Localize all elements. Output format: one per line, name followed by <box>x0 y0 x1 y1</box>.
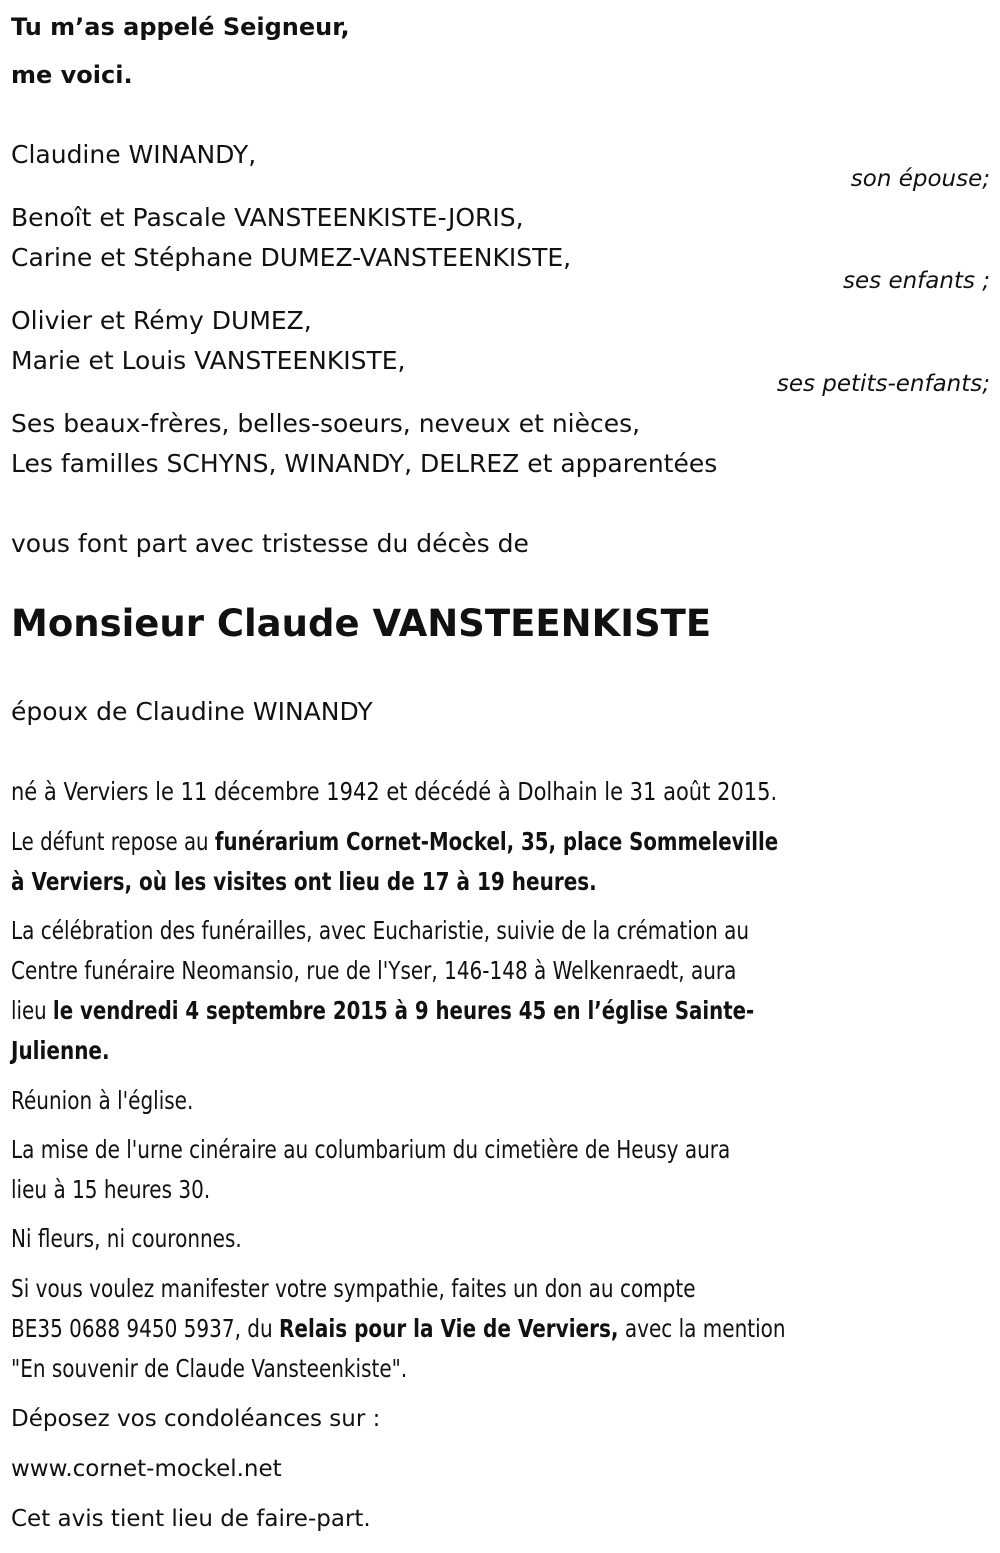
ceremony-line-2: Centre funéraire Neomansio, rue de l'Yser, 146-148 à Welkenraedt, aura <box>11 956 737 985</box>
meeting-info: Réunion à l'église. <box>11 1086 194 1115</box>
funeral-home: funérarium Cornet-Mockel, 35, place Sommeleville <box>214 827 779 856</box>
charity-name: Relais pour la Vie de Verviers, <box>279 1314 619 1343</box>
deceased-name: Monsieur Claude VANSTEENKISTE <box>11 602 712 645</box>
rest-prefix: Le défunt repose au <box>11 827 215 856</box>
condolences-label: Déposez vos condoléances sur : <box>11 1406 381 1432</box>
rest-location-line-2: à Verviers, où les visites ont lieu de 17 à 19 heures. <box>11 867 597 896</box>
ceremony-line-1: La célébration des funérailles, avec Eucharistie, suivie de la crémation au <box>11 916 750 945</box>
closing-note: Cet avis tient lieu de faire-part. <box>11 1506 371 1532</box>
rest-location-line-1 <box>11 827 778 857</box>
urn-line-2: lieu à 15 heures 30. <box>11 1175 211 1204</box>
grandchild-name: Olivier et Rémy DUMEZ, <box>11 306 312 335</box>
bank-account: BE35 0688 9450 5937, du <box>11 1314 280 1343</box>
spouse-of: époux de Claudine WINANDY <box>11 697 373 726</box>
ceremony-line-3 <box>11 996 754 1026</box>
grandchildren-role: ses petits-enfants; <box>776 371 990 397</box>
website-link[interactable]: www.cornet-mockel.net <box>11 1456 282 1482</box>
announcement: vous font part avec tristesse du décès de <box>11 529 529 558</box>
urn-line-1: La mise de l'urne cinéraire au columbarium du cimetière de Heusy aura <box>11 1135 731 1164</box>
verse-line-2: me voici. <box>11 61 133 89</box>
birth-death: né à Verviers le 11 décembre 1942 et décédé à Dolhain le 31 août 2015. <box>11 777 778 806</box>
child-name: Carine et Stéphane DUMEZ-VANSTEENKISTE, <box>11 243 572 272</box>
verse-line-1: Tu m’as appelé Seigneur, <box>11 13 350 41</box>
children-role: ses enfants ; <box>843 268 990 294</box>
donation-line-1: Si vous voulez manifester votre sympathie, faites un don au compte <box>11 1274 696 1303</box>
donation-line-2 <box>11 1314 786 1344</box>
child-name: Benoît et Pascale VANSTEENKISTE-JORIS, <box>11 203 524 232</box>
ceremony-prefix: lieu <box>11 996 53 1025</box>
donation-line-3: "En souvenir de Claude Vansteenkiste". <box>11 1354 408 1383</box>
flowers-note: Ni fleurs, ni couronnes. <box>11 1224 242 1253</box>
extended-family: Ses beaux-frères, belles-soeurs, neveux et nièces, <box>11 409 641 438</box>
ceremony-line-4: Julienne. <box>11 1036 110 1065</box>
spouse-role: son épouse; <box>850 166 990 192</box>
spouse-name: Claudine WINANDY, <box>11 140 257 169</box>
extended-family: Les familles SCHYNS, WINANDY, DELREZ et apparentées <box>11 449 718 478</box>
donation-suffix: avec la mention <box>618 1314 786 1343</box>
ceremony-date: le vendredi 4 septembre 2015 à 9 heures 45 en l’église Sainte- <box>52 996 755 1025</box>
grandchild-name: Marie et Louis VANSTEENKISTE, <box>11 346 406 375</box>
